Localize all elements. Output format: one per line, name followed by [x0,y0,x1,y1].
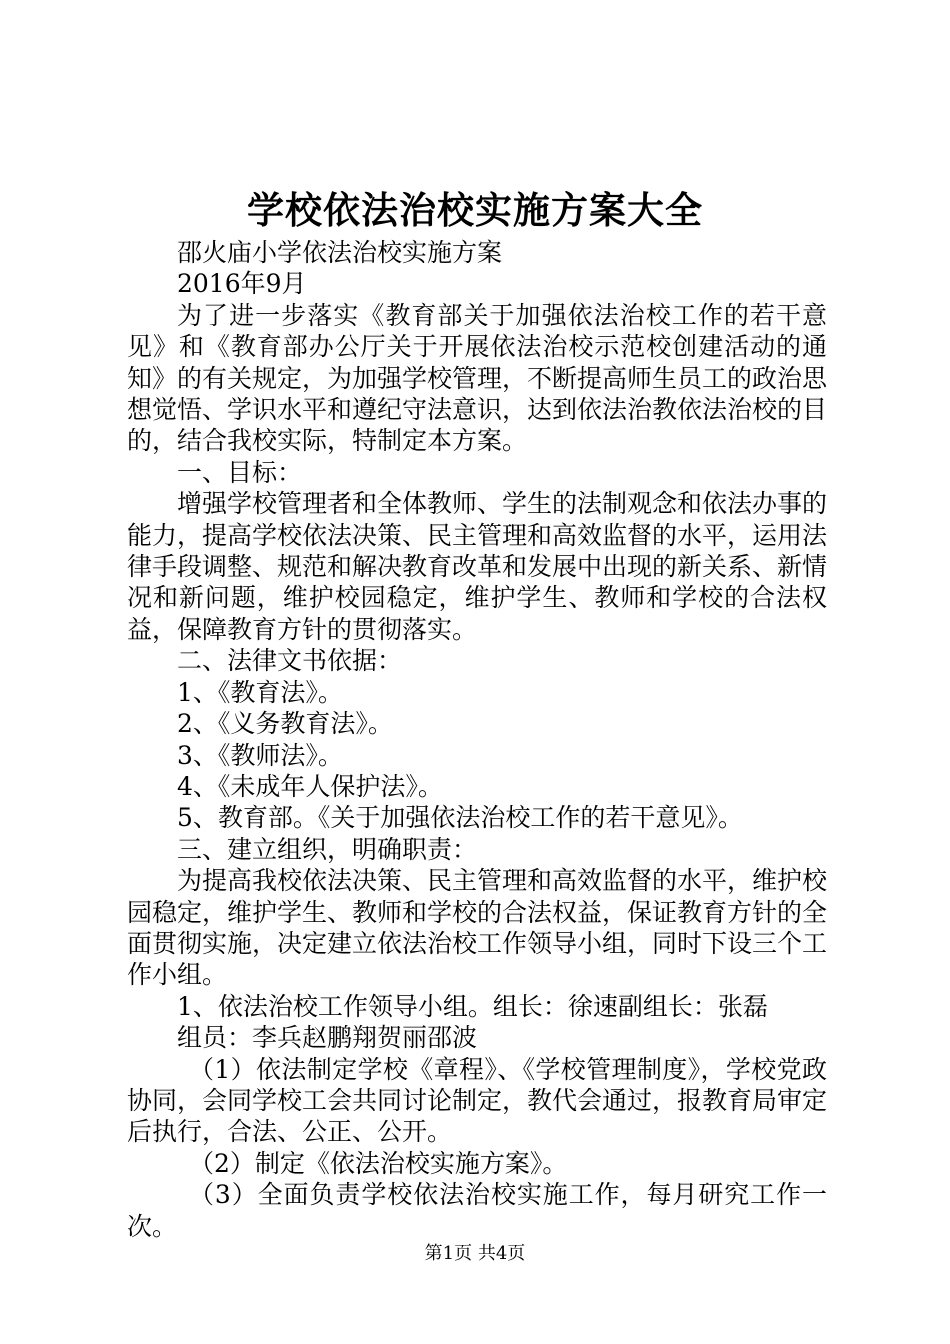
school-plan-name: 邵火庙小学依法治校实施方案 [177,238,503,267]
section-heading-organization: 三、建立组织，明确职责： [177,834,478,864]
legal-basis-item: 4、《未成年人保护法》。 [177,771,443,801]
group-members-line: 组员：李兵赵鹏翔贺丽邵波 [177,1023,478,1053]
page-number-footer: 第1页 共4页 [424,1243,526,1264]
legal-basis-item: 5、教育部。《关于加强依法治校工作的若干意见》。 [177,803,743,833]
legal-basis-item: 3、《教师法》。 [177,740,343,770]
duty-item: （2）制定《依法治校实施方案》。 [189,1148,568,1178]
document-title: 学校依法治校实施方案大全 [247,188,703,232]
legal-basis-item: 1、《教育法》。 [177,677,343,707]
document-date: 2016年9月 [177,269,307,299]
duty-item: （3）全面负责学校依法治校实施工作，每月研究工作一次。 [127,1180,827,1241]
intro-paragraph: 为了进一步落实《教育部关于加强依法治校工作的若干意见》和《教育部办公厅关于开展依法治校示范校创建活动的通知》的有关规定，为加强学校管理，不断提高师生员工的政治思想觉悟、学识水平和遵纪守法意识，达到依法治教依法治校的目的，结合我校实际，特制定本方案。 [127,300,828,456]
section-heading-goals: 一、目标： [177,457,303,487]
leadership-group-line: 1、依法治校工作领导小组。组长：徐速副组长：张磊 [177,991,768,1021]
legal-basis-item: 2、《义务教育法》。 [177,709,393,739]
organization-paragraph: 为提高我校依法决策、民主管理和高效监督的水平，维护校园稳定，维护学生、教师和学校的合法权益，保证教育方针的全面贯彻实施，决定建立依法治校工作领导小组，同时下设三个工作小组。 [127,866,828,990]
duty-item: （1）依法制定学校《章程》、《学校管理制度》，学校党政协同，会同学校工会共同讨论制定，教代会通过，报教育局审定后执行，合法、公正、公开。 [127,1054,828,1147]
document-body [127,237,827,1242]
goals-paragraph: 增强学校管理者和全体教师、学生的法制观念和依法办事的能力，提高学校依法决策、民主管理和高效监督的水平，运用法律手段调整、规范和解决教育改革和发展中出现的新关系、新情况和新问题，维护校园稳定，维护学生、教师和学校的合法权益，保障教育方针的贯彻落实。 [127,489,828,644]
section-heading-legal-basis: 二、法律文书依据： [177,646,403,676]
